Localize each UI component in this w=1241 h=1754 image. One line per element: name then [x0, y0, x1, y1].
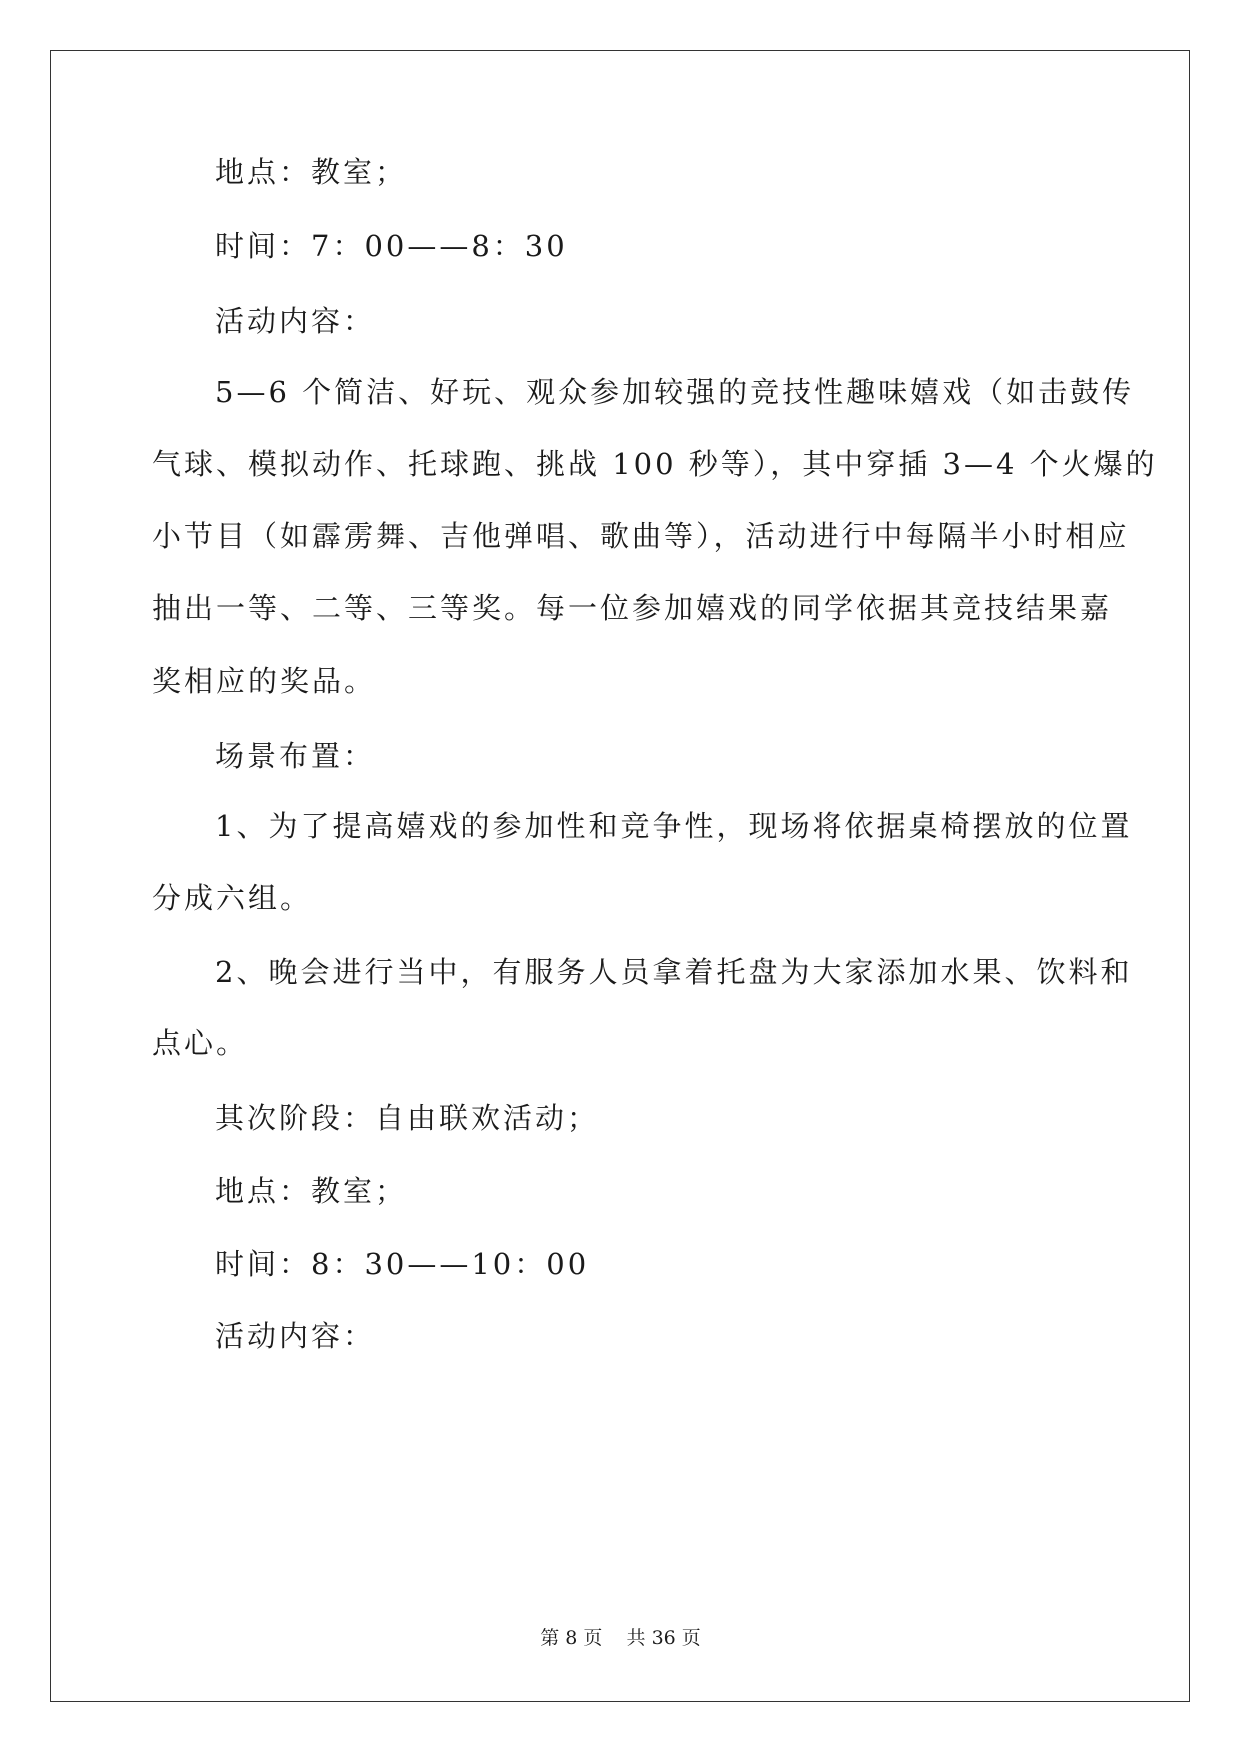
paragraph-time-2: 时间：8：30——10：00 — [215, 1247, 590, 1281]
paragraph-time-1: 时间：7：00——8：30 — [215, 229, 568, 263]
paragraph-location-1: 地点：教室； — [215, 155, 408, 189]
paragraph-activity-line-5: 奖相应的奖品。 — [152, 664, 377, 698]
paragraph-activity-heading-1: 活动内容： — [215, 304, 376, 338]
paragraph-stage-2-heading: 其次阶段：自由联欢活动； — [215, 1101, 600, 1135]
paragraph-scene-heading: 场景布置： — [215, 739, 376, 773]
paragraph-activity-line-4: 抽出一等、二等、三等奖。每一位参加嬉戏的同学依据其竞技结果嘉 — [152, 591, 1113, 625]
page-number-footer: 第 8 页 共 36 页 — [540, 1627, 701, 1649]
paragraph-scene-item-2-line-1: 2、晚会进行当中，有服务人员拿着托盘为大家添加水果、饮料和 — [215, 955, 1133, 989]
paragraph-activity-line-3: 小节目（如霹雳舞、吉他弹唱、歌曲等），活动进行中每隔半小时相应 — [152, 519, 1130, 553]
paragraph-scene-item-1-line-2: 分成六组。 — [152, 881, 313, 915]
paragraph-activity-heading-2: 活动内容： — [215, 1319, 376, 1353]
paragraph-location-2: 地点：教室； — [215, 1174, 408, 1208]
page-border — [50, 50, 1190, 1702]
paragraph-scene-item-2-line-2: 点心。 — [152, 1026, 249, 1060]
paragraph-scene-item-1-line-1: 1、为了提高嬉戏的参加性和竞争性，现场将依据桌椅摆放的位置 — [215, 809, 1133, 843]
paragraph-activity-line-2: 气球、模拟动作、托球跑、挑战 100 秒等），其中穿插 3—4 个火爆的 — [152, 447, 1158, 481]
paragraph-activity-line-1: 5—6 个简洁、好玩、观众参加较强的竞技性趣味嬉戏（如击鼓传 — [215, 375, 1135, 409]
